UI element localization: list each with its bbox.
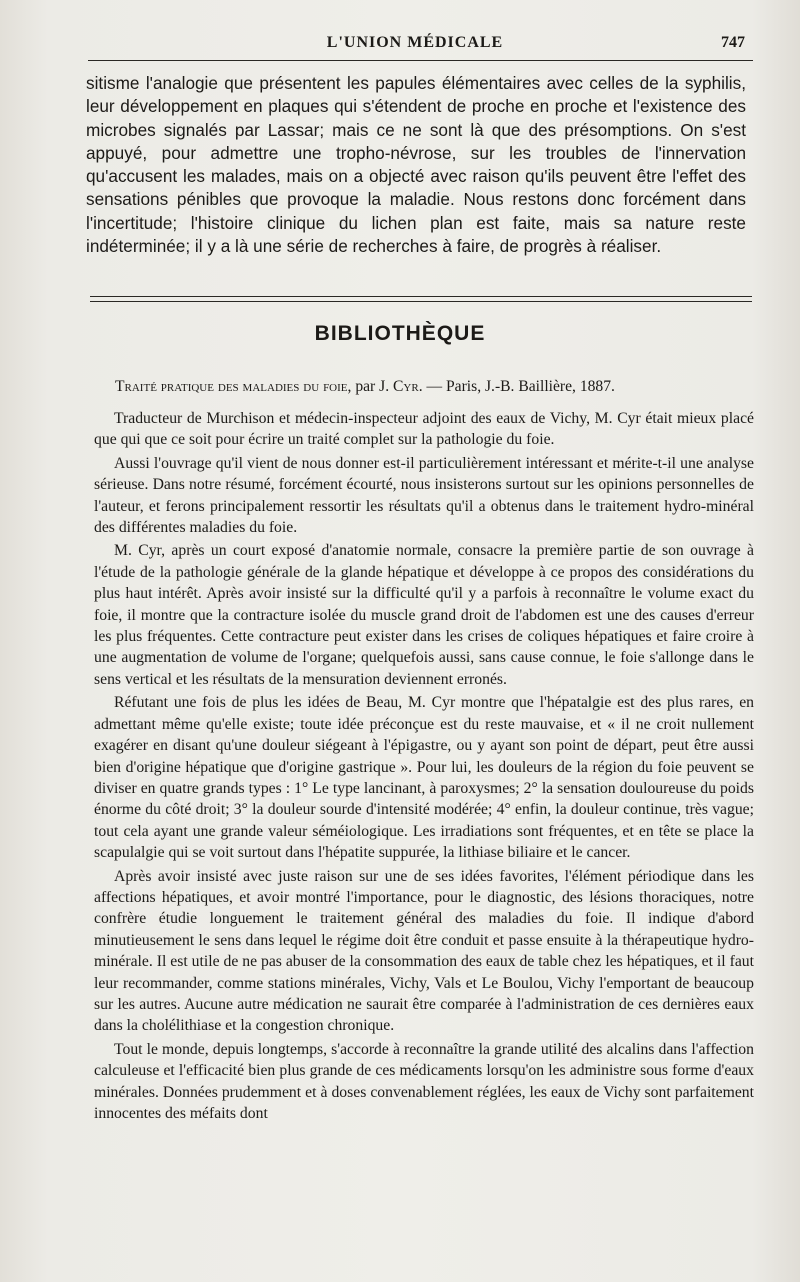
book-title: Traité pratique des maladies du foie, (115, 378, 352, 395)
section-divider-bottom (90, 301, 752, 302)
paragraph: Aussi l'ouvrage qu'il vient de nous donner est-il particulièrement intéressant et mérite-t-il une analyse sérieuse. Dans notre résumé, forcément écourté, nous insisterons surtout sur les opinions personnelles de l'auteur, et ferons principalement ressortir les résultats qu'il a obtenus dans le traitement hydro-minéral des différentes maladies du foie. (94, 454, 754, 537)
header-rule (88, 60, 753, 61)
journal-title: L'UNION MÉDICALE (326, 34, 504, 51)
page-number: 747 (721, 34, 745, 51)
book-author: Cyr. (393, 378, 423, 395)
book-publisher: — Paris, J.-B. Baillière, 1887. (426, 378, 615, 395)
paragraph: Après avoir insisté avec juste raison sur une de ses idées favorites, l'élément périodique dans les affections hépatiques, et avoir montré l'importance, pour le diagnostic, des lésions thoraciques, notre confrère étudie longuement le traitement général des maladies du foie. Il indique d'abord minutieusement le sens dans lequel le régime doit être conduit et passe ensuite à la thérapeutique hydro-minérale. Il est utile de ne pas abuser de la consommation des eaux de table chez les hépatiques, et il faut leur recommander, comme stations minérales, Vichy, Vals et Le Boulou, Vichy l'emportant de beaucoup sur les autres. Aucune autre médication ne saurait être comparée à l'administration de ces dernières eaux dans la cholélithiase et la congestion chronique. (94, 867, 754, 1035)
book-reference (115, 378, 755, 396)
section-title: BIBLIOTHÈQUE (314, 322, 486, 345)
paragraph: M. Cyr, après un court exposé d'anatomie normale, consacre la première partie de son ouvrage à l'étude de la pathologie générale de la glande hépatique et développe à ce propos des considérations du plus haut intérêt. Après avoir insisté sur la difficulté qu'il y a parfois à reconnaître le volume exact du foie, il montre que la contracture isolée du muscle grand droit de l'abdomen est une des causes d'erreur les plus fréquentes. Cette contracture peut exister dans les crises de coliques hépatiques et faire croire à une augmentation de volume de l'organe; quelquefois aussi, sans cause connue, le foie s'allonge dans le sens vertical et les résultats de la mensuration deviennent erronés. (94, 542, 754, 688)
paragraph: Tout le monde, depuis longtemps, s'accorde à reconnaître la grande utilité des alcalins dans l'affection calculeuse et l'efficacité bien plus grande de ces médicaments lorsqu'on les administre sous forme d'eaux minérales. Données prudemment et à doses convenablement réglées, les eaux de Vichy sont parfaitement innocentes des méfaits dont (94, 1040, 754, 1122)
paragraph: Traducteur de Murchison et médecin-inspecteur adjoint des eaux de Vichy, M. Cyr était mieux placé que qui que ce soit pour écrire un traité complet sur la pathologie du foie. (94, 410, 754, 449)
running-header (85, 34, 745, 56)
review-body (94, 408, 754, 1126)
paragraph: Réfutant une fois de plus les idées de Beau, M. Cyr montre que l'hépatalgie est des plus rares, en admettant même qu'elle existe; toute idée préconçue est du reste mauvaise, et « il ne croit nullement exagérer en disant qu'une douleur siégeant à l'épigastre, ou y ayant son point de départ, peut être aussi bien d'origine hépatique que d'origine gastrique ». Pour lui, les douleurs de la région du foie peuvent se diviser en quatre grands types : 1° Le type lancinant, à paroxysmes; 2° la sensation douloureuse du poids énorme du côté droit; 3° la douleur sourde d'intensité modérée; 4° enfin, la douleur continue, très vague; tout cela ayant une grande valeur séméiologique. Les irradiations sont fréquentes, et en tête se place la scapulalgie qui se voit surtout dans l'hépatite suppurée, la lithiase biliaire et le cancer. (94, 694, 754, 862)
section-divider-top (90, 296, 752, 297)
book-by: par J. (355, 378, 390, 395)
intro-paragraph: sitisme l'analogie que présentent les papules élémentaires avec celles de la syphilis, leur développement en plaques qui s'étendent de proche en proche et l'existence des microbes signalés par Lassar; mais ce ne sont là que des présomptions. On s'est appuyé, pour admettre une tropho-névrose, sur les troubles de l'innervation qu'accusent les malades, mais on a objecté avec raison qu'ils peuvent être l'effet des sensations pénibles que provoque la maladie. Nous restons donc forcément dans l'incertitude; l'histoire clinique du lichen plan est faite, mais sa nature reste indéterminée; il y a là une série de recherches à faire, de progrès à réaliser. (86, 73, 746, 257)
